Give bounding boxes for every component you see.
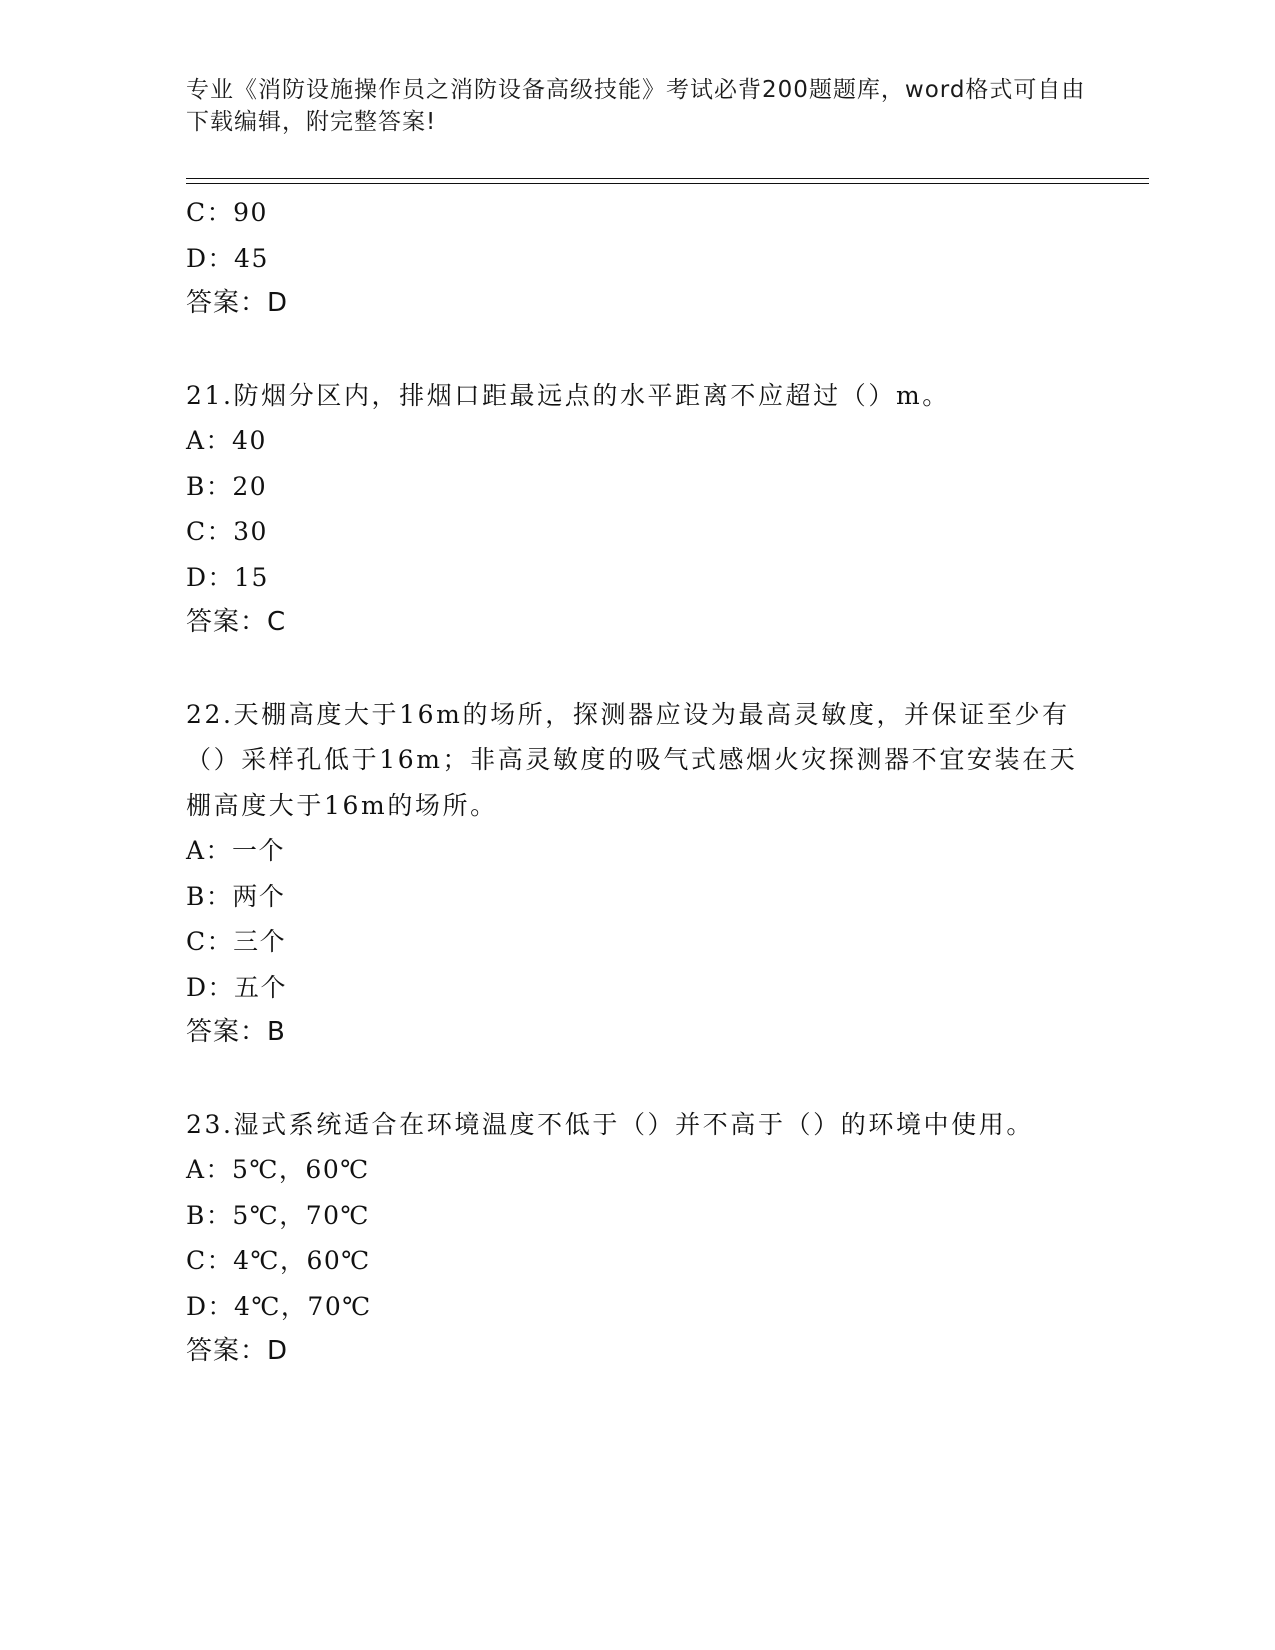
option-a: A：40	[186, 426, 267, 455]
answer-label: 答案：D	[186, 1336, 289, 1366]
header-divider-bottom	[186, 183, 1149, 184]
document-header	[186, 74, 1086, 138]
spacer	[186, 646, 1086, 692]
spacer	[186, 327, 1086, 373]
answer-label: 答案：D	[186, 288, 289, 318]
option-d: D：45	[186, 243, 269, 273]
header-divider-top	[186, 178, 1149, 179]
option-c: C：90	[186, 198, 268, 227]
option-b: B：两个	[186, 881, 286, 911]
option-d: D：15	[186, 562, 269, 592]
question-block-21	[186, 373, 1086, 646]
option-c: C：30	[186, 517, 268, 546]
option-b: B：5℃，70℃	[186, 1200, 371, 1230]
option-c: C：4℃，60℃	[186, 1246, 371, 1275]
option-a: A：5℃，60℃	[186, 1155, 370, 1184]
answer-label: 答案：C	[186, 607, 287, 637]
header-text: 专业《消防设施操作员之消防设备高级技能》考试必背200题题库，word格式可自由下载编辑，附完整答案!	[186, 77, 1086, 135]
question-block-22	[186, 692, 1086, 1056]
spacer	[186, 1056, 1086, 1102]
option-a: A：一个	[186, 836, 286, 865]
question-stem: 23.湿式系统适合在环境温度不低于（）并不高于（）的环境中使用。	[186, 1109, 1034, 1139]
question-block-23	[186, 1102, 1086, 1375]
question-block-prev	[186, 190, 1086, 327]
option-d: D：4℃，70℃	[186, 1291, 372, 1321]
question-stem: 22.天棚高度大于16m的场所，探测器应设为最高灵敏度，并保证至少有（）采样孔低于16m；非高灵敏度的吸气式感烟火灾探测器不宜安装在天棚高度大于16m的场所。	[186, 699, 1078, 820]
option-b: B：20	[186, 471, 268, 501]
answer-label: 答案：B	[186, 1017, 286, 1047]
question-stem: 21.防烟分区内，排烟口距最远点的水平距离不应超过（）m。	[186, 380, 950, 410]
option-c: C：三个	[186, 927, 287, 956]
option-d: D：五个	[186, 972, 288, 1002]
question-list	[186, 190, 1086, 1375]
